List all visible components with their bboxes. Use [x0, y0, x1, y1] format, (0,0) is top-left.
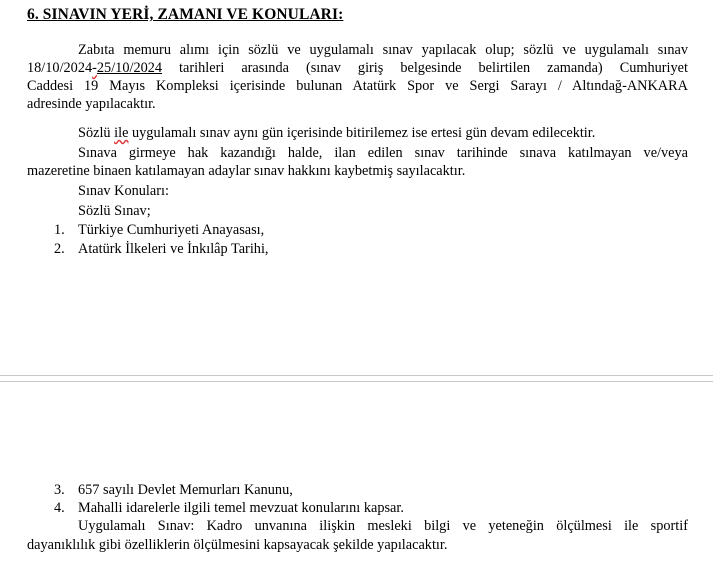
para3-line2: mazeretine binaen katılamayan adaylar sınav hakkını kaybetmiş sayılacaktır. — [27, 163, 466, 179]
list-item-number: 4. — [54, 500, 65, 516]
list-item-number: 1. — [54, 222, 65, 238]
para1-line2-rest: tarihleri arasında (sınav giriş belgesinde belirtilen zamanda) Cumhuriyet — [162, 60, 688, 76]
para2-after: uygulamalı sınav aynı gün içerisinde bitirilemez ise ertesi gün devam edilecektir. — [128, 125, 596, 141]
para3-line1: Sınava girmeye hak kazandığı halde, ilan edilen sınav tarihinde sınava katılmayan ve/veya — [78, 145, 688, 161]
page-break-line-top — [0, 375, 713, 376]
practical-exam-line2: dayanıklılık gibi özelliklerin ölçülmesini kapsayacak şekilde yapılacaktır. — [27, 537, 448, 553]
section-heading: 6. SINAVIN YERİ, ZAMANI VE KONULARI: — [27, 6, 344, 23]
list-item-number: 3. — [54, 482, 65, 498]
page-break — [0, 375, 713, 383]
oral-exam-label: Sözlü Sınav; — [78, 203, 151, 219]
para1-line2 — [27, 60, 688, 78]
practical-exam-line1: Uygulamalı Sınav: Kadro unvanına ilişkin mesleki bilgi ve yeteneğin ölçülmesi ile sportif — [78, 518, 688, 534]
para2-before: Sözlü — [78, 125, 115, 141]
para1-line3: Caddesi 19 Mayıs Kompleksi içerisinde bulunan Atatürk Spor ve Sergi Sarayı / Altındağ-ANKARA — [27, 78, 688, 94]
list-item-text: Mahalli idarelerle ilgili temel mevzuat konularını kapsar. — [78, 500, 404, 516]
date-dash: - — [92, 60, 97, 76]
exam-start-date: 18/10/2024 — [27, 60, 93, 76]
page-break-line-bottom — [0, 381, 713, 382]
para1-line1: Zabıta memuru alımı için sözlü ve uygulamalı sınav yapılacak olup; sözlü ve uygulamalı sınav — [78, 42, 688, 58]
para2-underlined: ile — [114, 125, 129, 141]
topics-label: Sınav Konuları: — [78, 183, 169, 199]
list-item-text: Türkiye Cumhuriyeti Anayasası, — [78, 222, 265, 238]
para1-line4: adresinde yapılacaktır. — [27, 96, 156, 112]
list-item-number: 2. — [54, 241, 65, 257]
list-item-text: Atatürk İlkeleri ve İnkılâp Tarihi, — [78, 241, 269, 257]
exam-end-date: 25/10/2024 — [96, 60, 163, 76]
list-item-text: 657 sayılı Devlet Memurları Kanunu, — [78, 482, 293, 498]
para2 — [78, 125, 713, 143]
